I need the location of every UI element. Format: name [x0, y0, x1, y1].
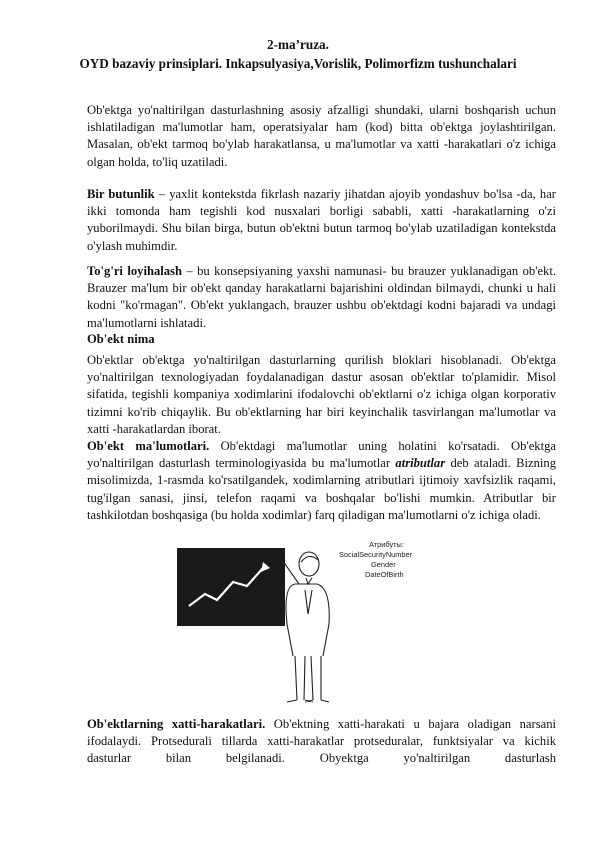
paragraph-design: [87, 263, 556, 332]
paragraph-design-text: – bu konsepsiyaning yaxshi namunasi- bu brauzer yuklanadigan ob'ekt. Brauzer ma'lum bir ob'ekt qanday harakatlarni bajarishini oldindan bilmaydi, chunki u hali kodni "ko'rmagan". Ob'ekt yuklangach, brauzer ushbu ob'ektdagi kodni bajaradi va undagi ma'lumotlarni ishlatadi.: [87, 264, 556, 330]
attribute-dob: DateOfBirth: [365, 570, 404, 579]
lecture-title: OYD bazaviy prinsiplari. Inkapsulyasiya,Vorislik, Polimorfizm tushunchalari: [79, 56, 517, 71]
lecture-number: 2-ma’ruza.: [267, 37, 329, 52]
paragraph-object-data-text-a: Ob'ektdagi ma'lumotlar uning holatini ko'rsatadi. Ob'ektga yo'naltirilgan dasturlash terminologiyasida bu ma'lumotlar: [87, 439, 556, 471]
paragraph-integrity-text: – yaxlit kontekstda fikrlash nazariy jihatdan ajoyib yondashuv bo'lsa -da, har ikki tomonda ham tegishli kod nusxalari borligi sababli, xatti -harakatlarning o'zi yuborilmaydi. Shu bilan birga, butun ob'ektni butun tarmoq bo'ylab uzatiladigan kontekstda o'ylash muhimdir.: [87, 187, 556, 253]
attributes-caption: Атрибуты:: [369, 540, 404, 549]
term-attributes: atributlar: [395, 456, 446, 471]
attributes-box: [335, 540, 431, 580]
term-integrity: Bir butunlik: [87, 187, 155, 201]
term-object-data: Ob'ekt ma'lumotlari.: [87, 439, 210, 453]
paragraph-object-data: [87, 438, 556, 524]
attribute-gender: Gender: [371, 560, 396, 569]
paragraph-integrity: [87, 186, 556, 255]
paragraph-intro-text: Ob'ektga yo'naltirilgan dasturlashning asosiy afzalligi shundaki, ularni boshqarish uchun ishlatiladigan ma'lumotlar ham, operatsiyalar ham (kod) bitta ob'ektga joylashtirilgan. Masalan, ob'ekt tarmoq bo'ylab harakatlansa, u ma'lumotlar va xatti -harakatlari o'z ichiga olgan holda, to'liq uzatiladi.: [87, 103, 556, 169]
paragraph-object-data-text-b: deb ataladi. Bizning misolimizda, 1-rasmda ko'rsatilgandek, xodimlarning atributlari ijtimoiy xavfsizlik raqami, tug'ilgan sanasi, jinsi, telefon raqami va boshqalar bo'lishi mumkin. Atributlar bir tashkilotdan boshqasiga (bu holda xodimlar) farq qiladigan ma'lumotlarni o'z ichiga oladi.: [87, 456, 556, 522]
paragraph-object-behavior-text: Ob'ektning xatti-harakati u bajara oladigan narsani ifodalaydi. Protsedurali tillarda xatti-harakatlar protseduralar, funktsiyalar va kichik dasturlar bilan belgilanadi. Obyektga yo'naltirilgan dasturlash: [87, 717, 556, 766]
paragraph-intro: [87, 102, 556, 171]
term-design: To'g'ri loyihalash: [87, 264, 182, 278]
paragraph-object-behavior: [87, 716, 556, 768]
term-object-behavior: Ob'ektlarning xatti-harakatlari.: [87, 717, 266, 731]
heading-what-is-object: Ob'ekt nima: [87, 332, 155, 346]
paragraph-objects-text: Ob'ektlar ob'ektga yo'naltirilgan dasturlarning qurilish bloklari hisoblanadi. Ob'ektga yo'naltirilgan texnologiyadan foydalanadigan dastur asosan ob'ektlar to'plamidir. Misol sifatida, tegishli kompaniya xodimlarini ifodalovchi ob'ektlarni o'z ichiga olgan korporativ tizimni ko'rib chiqaylik. Bu ob'ektlarning har biri keyinchalik tasvirlangan ma'lumotlar va xatti -harakatlardan iborat.: [87, 353, 556, 436]
paragraph-objects: [87, 352, 556, 438]
figure-employee-attributes: [175, 534, 425, 706]
attribute-ssn: SocialSecurityNumber: [339, 550, 413, 559]
chart-board: [177, 548, 285, 626]
